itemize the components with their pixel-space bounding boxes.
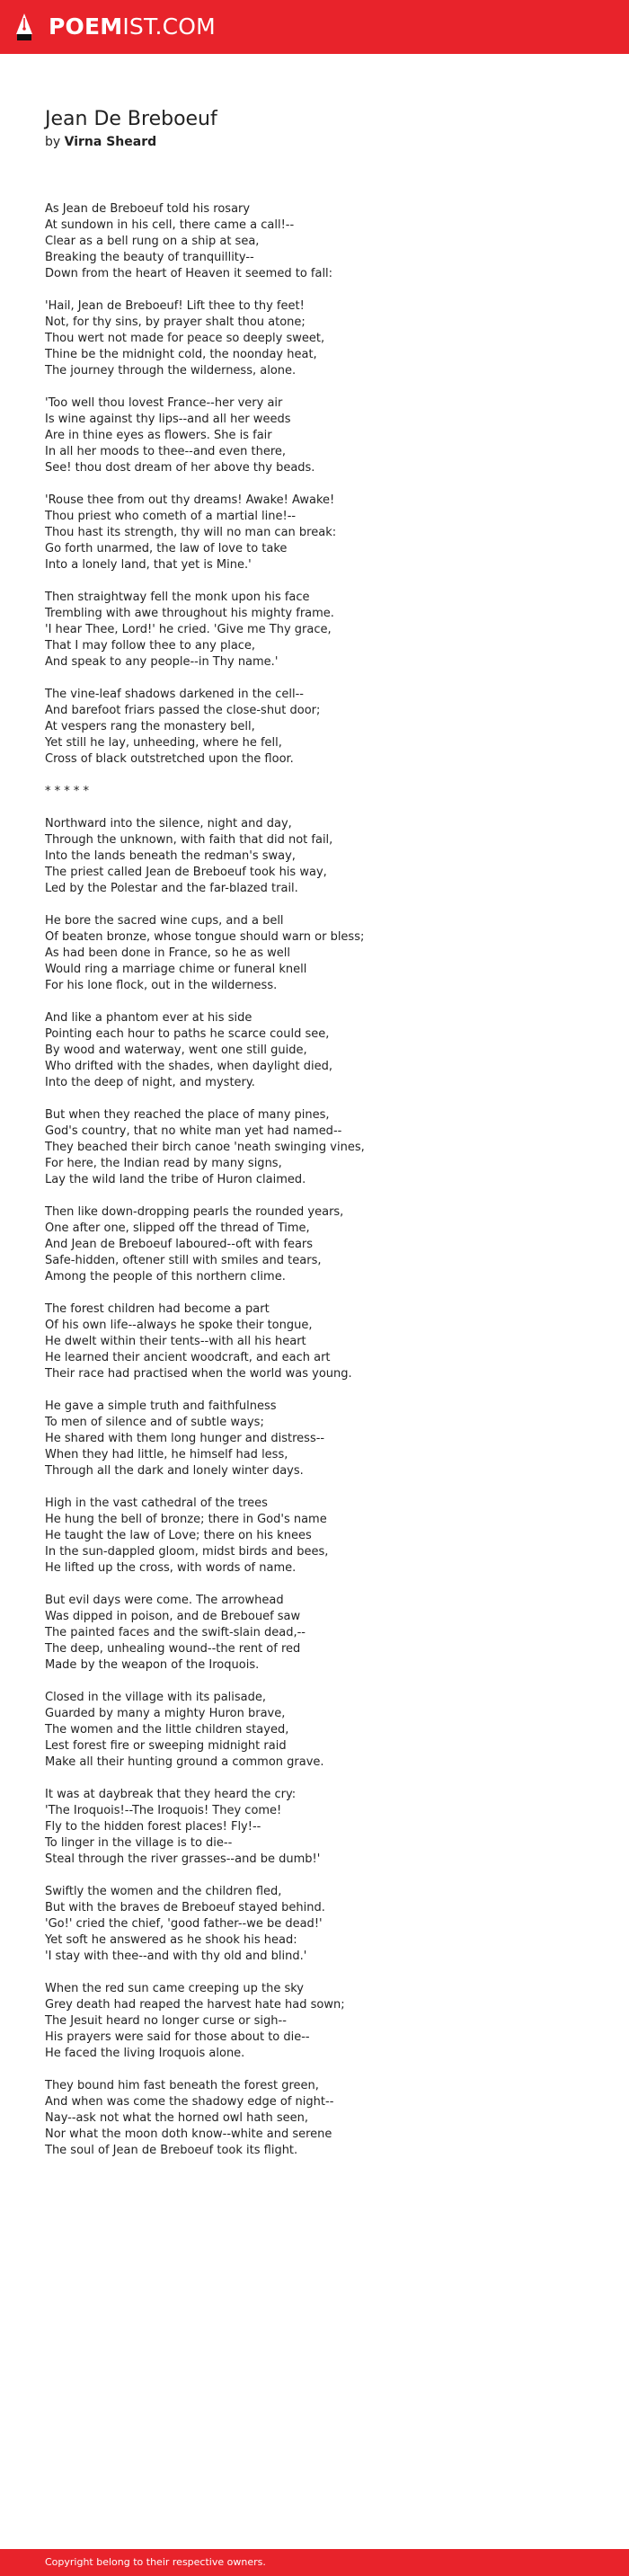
poem-line: Their race had practised when the world was young. [45,1367,352,1381]
stanza [45,1496,584,1577]
poem-line: As had been done in France, so he as well [45,946,291,960]
stanza [45,1593,584,1674]
poem-line: For here, the Indian read by many signs, [45,1157,282,1170]
poem-line: He shared with them long hunger and distress-- [45,1432,325,1445]
poem-line: The women and the little children stayed, [45,1723,289,1737]
poem-line: Fly to the hidden forest places! Fly!-- [45,1820,261,1834]
poem-line: But with the braves de Breboeuf stayed behind. [45,1901,325,1914]
stanza [45,1107,584,1188]
poem-line: He dwelt within their tents--with all his heart [45,1335,306,1348]
poem-line: God's country, that no white man yet had named-- [45,1124,342,1138]
poem-line: Guarded by many a mighty Huron brave, [45,1707,286,1720]
poem-line: His prayers were said for those about to die-- [45,2030,310,2044]
stanza [45,913,584,994]
stanza [45,1981,584,2062]
poem-line: Among the people of this northern clime. [45,1270,286,1284]
poem-line: Not, for thy sins, by prayer shalt thou atone; [45,315,306,329]
poem-line: Down from the heart of Heaven it seemed to fall: [45,267,333,280]
poem-line: He gave a simple truth and faithfulness [45,1399,277,1413]
poem-line: The soul of Jean de Breboeuf took its flight. [45,2144,298,2157]
poem-line: That I may follow thee to any place, [45,639,256,653]
stanza [45,201,584,282]
poem-line: 'I hear Thee, Lord!' he cried. 'Give me Thy grace, [45,623,332,636]
poem-line: High in the vast cathedral of the trees [45,1497,268,1510]
poem-line: Who drifted with the shades, when daylight died, [45,1060,333,1073]
poem-line: The journey through the wilderness, alone. [45,364,297,378]
poem-line: Make all their hunting ground a common grave. [45,1755,324,1769]
stanza [45,1301,584,1382]
poem-line: But when they reached the place of many pines, [45,1108,330,1122]
poem-line: Steal through the river grasses--and be dumb!' [45,1852,321,1866]
site-logo-text [49,13,216,41]
poem-line: The vine-leaf shadows darkened in the cell-- [45,688,304,701]
poem-line: The Jesuit heard no longer curse or sigh-- [45,2014,287,2028]
copyright-text: Copyright belong to their respective owners. [45,2556,266,2568]
poem-line: Into the lands beneath the redman's sway, [45,849,296,863]
stanza [45,1884,584,1965]
stanza [45,493,584,573]
author-name: Virna Sheard [64,135,157,149]
poem-line: The priest called Jean de Breboeuf took his way, [45,866,327,879]
poem-line: 'Hail, Jean de Breboeuf! Lift thee to thy feet! [45,299,305,313]
stanza [45,1690,584,1771]
stanza [45,1787,584,1868]
poem-line: Cross of black outstretched upon the floor. [45,752,294,766]
poem-line: Swiftly the women and the children fled, [45,1885,282,1898]
poem-line: Trembling with awe throughout his mighty frame. [45,607,334,620]
poem-line: And when was come the shadowy edge of night-- [45,2095,334,2109]
poem-line: 'Too well thou lovest France--her very air [45,396,283,410]
logo-bold-text: POEM [49,13,123,40]
poem-line: Then like down-dropping pearls the rounded years, [45,1205,344,1219]
poem-line: They beached their birch canoe 'neath swinging vines, [45,1141,365,1154]
poem-line: Led by the Polestar and the far-blazed trail. [45,882,298,895]
poem-line: The painted faces and the swift-slain dead,-- [45,1626,306,1639]
poem-line: Into a lonely land, that yet is Mine.' [45,558,252,572]
poem-line: The deep, unhealing wound--the rent of red [45,1642,301,1656]
poem-line: It was at daybreak that they heard the cry: [45,1788,297,1801]
logo-light-text: IST.COM [122,13,216,40]
poem-line: 'The Iroquois!--The Iroquois! They come! [45,1804,282,1817]
poem-line: When the red sun came creeping up the sky [45,1982,304,1995]
poem-line: He taught the law of Love; there on his knees [45,1529,312,1542]
poem-line: Of beaten bronze, whose tongue should warn or bless; [45,930,365,944]
poem-line: 'Rouse thee from out thy dreams! Awake! Awake! [45,493,335,507]
poem-line: At vespers rang the monastery bell, [45,720,255,733]
poem-line: * * * * * [45,785,90,798]
poem-line: Closed in the village with its palisade, [45,1691,267,1704]
poem-line: By wood and waterway, went one still guide, [45,1044,307,1057]
poem-line: And barefoot friars passed the close-shut door; [45,704,321,717]
poem-line: They bound him fast beneath the forest green, [45,2079,319,2092]
poem-line: See! thou dost dream of her above thy beads. [45,461,315,475]
stanza [45,2078,584,2159]
stanza [45,687,584,768]
poem-line: Nor what the moon doth know--white and serene [45,2127,332,2141]
poem-line: And speak to any people--in Thy name.' [45,655,279,669]
pen-nib-icon [14,13,34,41]
site-header [0,0,629,54]
poem-line: Would ring a marriage chime or funeral knell [45,963,307,976]
byline [45,133,584,151]
poem-line: As Jean de Breboeuf told his rosary [45,202,251,216]
poem-line: And like a phantom ever at his side [45,1011,252,1025]
poem-line: In the sun-dappled gloom, midst birds and bees, [45,1545,329,1559]
poem-line: Clear as a bell rung on a ship at sea, [45,235,260,248]
poem-line: Grey death had reaped the harvest hate had sown; [45,1998,345,2012]
poem-header [45,106,584,151]
poem-line: Are in thine eyes as flowers. She is fair [45,429,272,442]
stanza [45,816,584,897]
poem-line: Thou hast its strength, thy will no man can break: [45,526,337,539]
poem-line: The forest children had become a part [45,1302,270,1316]
poem-line: 'I stay with thee--and with thy old and blind.' [45,1950,307,1963]
poem-line: Go forth unarmed, the law of love to take [45,542,288,555]
stanza [45,395,584,476]
stanza [45,590,584,671]
poem-line: But evil days were come. The arrowhead [45,1594,284,1607]
poem-line: Thou priest who cometh of a martial line!-- [45,510,297,523]
poem-line: Was dipped in poison, and de Brebouef saw [45,1610,301,1623]
poem-body [45,201,584,2175]
poem-line: Thou wert not made for peace so deeply sweet, [45,332,325,345]
stanza [45,1399,584,1479]
poem-line: 'Go!' cried the chief, 'good father--we be dead!' [45,1917,323,1931]
poem-line: Breaking the beauty of tranquillity-- [45,251,254,264]
site-footer [0,2549,629,2576]
poem-line: Lay the wild land the tribe of Huron claimed. [45,1173,306,1186]
stanza [45,1204,584,1285]
poem-line: Yet still he lay, unheeding, where he fell, [45,736,282,750]
poem-line: He faced the living Iroquois alone. [45,2047,245,2060]
poem-line: To men of silence and of subtle ways; [45,1416,264,1429]
poem-line: He bore the sacred wine cups, and a bell [45,914,284,928]
poem-line: Through the unknown, with faith that did not fail, [45,833,333,847]
poem-line: One after one, slipped off the thread of Time, [45,1221,310,1235]
poem-line: Nay--ask not what the horned owl hath seen, [45,2111,308,2125]
site-logo-link[interactable] [14,13,216,41]
poem-line: Made by the weapon of the Iroquois. [45,1658,260,1672]
poem-line: For his lone flock, out in the wilderness. [45,979,278,992]
poem-line: Pointing each hour to paths he scarce could see, [45,1027,330,1041]
stanza [45,298,584,379]
byline-prefix: by [45,135,61,149]
poem-line: At sundown in his cell, there came a call!-- [45,218,295,232]
stanza [45,1010,584,1091]
poem-line: Lest forest fire or sweeping midnight raid [45,1739,287,1753]
poem-line: Thine be the midnight cold, the noonday heat, [45,348,317,361]
poem-line: Through all the dark and lonely winter days. [45,1464,304,1478]
poem-line: Of his own life--always he spoke their tongue, [45,1319,313,1332]
poem-line: Yet soft he answered as he shook his head: [45,1933,297,1947]
poem-line: And Jean de Breboeuf laboured--oft with fears [45,1238,314,1251]
poem-line: He lifted up the cross, with words of name. [45,1561,297,1575]
poem-line: Into the deep of night, and mystery. [45,1076,255,1089]
poem-line: Then straightway fell the monk upon his face [45,591,310,604]
stanza [45,784,584,800]
poem-line: To linger in the village is to die-- [45,1836,233,1850]
poem-line: He hung the bell of bronze; there in God's name [45,1513,327,1526]
poem-title: Jean De Breboeuf [45,108,217,130]
poem-line: When they had little, he himself had less, [45,1448,288,1461]
poem-line: Northward into the silence, night and day, [45,817,292,831]
poem-line: He learned their ancient woodcraft, and each art [45,1351,331,1364]
poem-line: Is wine against thy lips--and all her weeds [45,413,291,426]
poem-line: In all her moods to thee--and even there, [45,445,287,458]
poem-line: Safe-hidden, oftener still with smiles and tears, [45,1254,322,1267]
